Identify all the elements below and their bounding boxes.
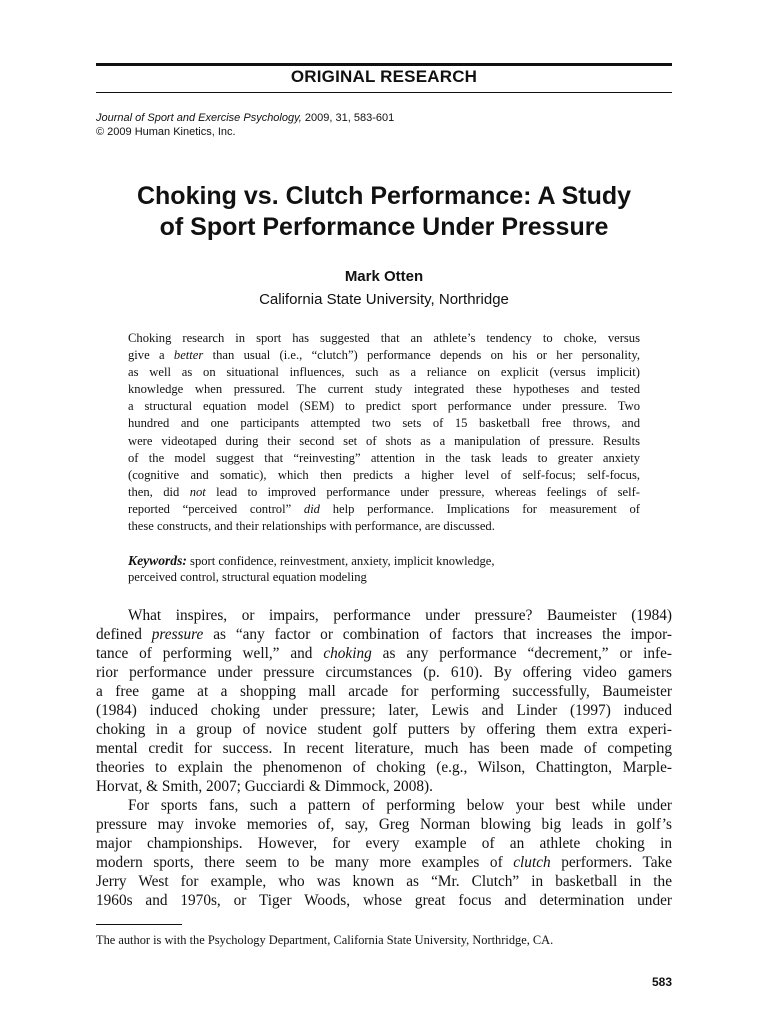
abstract-line: as well as on situational influences, such as a reliance on explicit (versus implicit): [128, 365, 640, 380]
body-text: [96, 606, 672, 910]
footnote: The author is with the Psychology Department, California State University, Northridge, CA.: [96, 933, 554, 947]
emphasis: not: [189, 484, 206, 499]
author-affiliation: California State University, Northridge: [259, 291, 509, 308]
body-line: a free game at a shopping mall arcade for performing successfully, Baumeister: [96, 683, 672, 700]
emphasis: pressure: [151, 626, 204, 643]
title-line-1: Choking vs. Clutch Performance: A Study: [136, 182, 632, 210]
keywords-label: Keywords:: [128, 553, 187, 568]
body-line: modern sports, there seem to be many more examples of clutch performers. Take: [96, 854, 672, 871]
body-line: mental credit for success. In recent literature, much has been made of competing: [96, 740, 672, 757]
body-line: defined pressure as “any factor or combination of factors that increases the impor-: [96, 626, 672, 643]
body-line: Horvat, & Smith, 2007; Gucciardi & Dimmock, 2008).: [96, 778, 433, 795]
body-line: pressure may invoke memories of, say, Greg Norman blowing big leads in golf’s: [96, 816, 672, 833]
header-top-rule: [96, 63, 672, 66]
footnote-rule: [96, 924, 182, 925]
journal-info: [96, 111, 672, 139]
keywords-line-1: [128, 552, 640, 569]
abstract-line: a structural equation model (SEM) to predict sport performance under pressure. Two: [128, 399, 640, 414]
abstract-line: these constructs, and their relationships with performance, are discussed.: [128, 519, 495, 534]
abstract: [128, 330, 640, 535]
body-line: What inspires, or impairs, performance under pressure? Baumeister (1984): [128, 607, 672, 624]
abstract-line: (cognitive and somatic), which then predicts a higher level of self-focus; self-focus,: [128, 467, 640, 482]
body-line: Jerry West for example, who was known as “Mr. Clutch” in basketball in the: [96, 873, 672, 890]
abstract-line: give a better than usual (i.e., “clutch”) performance depends on his or her personality,: [128, 348, 640, 363]
emphasis: did: [303, 501, 320, 516]
abstract-line: of the model suggest that “reinvesting” attention in the task leads to greater anxiety: [128, 450, 640, 465]
body-line: 1960s and 1970s, or Tiger Woods, whose great focus and determination under: [96, 892, 672, 909]
emphasis: clutch: [513, 854, 551, 871]
section-label: ORIGINAL RESEARCH: [290, 67, 478, 86]
body-line: theories to explain the phenomenon of choking (e.g., Wilson, Chattington, Marple-: [96, 759, 672, 776]
emphasis: better: [173, 348, 204, 363]
keywords: [128, 552, 640, 586]
abstract-line: hundred and one participants attempted two sets of 15 basketball free throws, and: [128, 416, 640, 431]
title-line-2: of Sport Performance Under Pressure: [159, 213, 609, 241]
abstract-line: Choking research in sport has suggested that an athlete’s tendency to choke, versus: [128, 331, 640, 345]
body-line: choking in a group of novice student golf putters by offering them extra experi-: [96, 721, 672, 738]
keywords-list-1: sport confidence, reinvestment, anxiety, implicit knowledge,: [186, 554, 495, 568]
body-line: rior performance under pressure circumstances (p. 610). By offering video gamers: [96, 664, 672, 681]
emphasis: choking: [323, 645, 372, 662]
journal-citation-line: [96, 111, 672, 125]
body-line: For sports fans, such a pattern of performing below your best while under: [128, 797, 672, 814]
page-number: 583: [651, 975, 672, 989]
body-line: major championships. However, for every example of an athlete choking in: [96, 835, 672, 852]
body-line: (1984) induced choking under pressure; later, Lewis and Linder (1997) induced: [96, 702, 672, 719]
author-name: Mark Otten: [344, 268, 424, 285]
body-line: tance of performing well,” and choking as any performance “decrement,” or infe-: [96, 645, 672, 662]
journal-citation: 2009, 31, 583-601: [301, 112, 395, 124]
keywords-line-2: perceived control, structural equation modeling: [128, 570, 367, 584]
abstract-line: then, did not lead to improved performance under pressure, whereas feelings of self-: [128, 484, 640, 499]
abstract-line: knowledge when pressured. The current study integrated these hypotheses and tested: [128, 382, 640, 397]
header-bottom-rule: [96, 92, 672, 93]
journal-name: Journal of Sport and Exercise Psychology,: [96, 112, 302, 124]
abstract-line: were videotaped during their second set of shots as a manipulation of pressure. Results: [128, 433, 640, 448]
article-title: [96, 181, 672, 243]
abstract-line: reported “perceived control” did help performance. Implications for measurement of: [128, 501, 640, 516]
copyright: © 2009 Human Kinetics, Inc.: [96, 126, 236, 138]
